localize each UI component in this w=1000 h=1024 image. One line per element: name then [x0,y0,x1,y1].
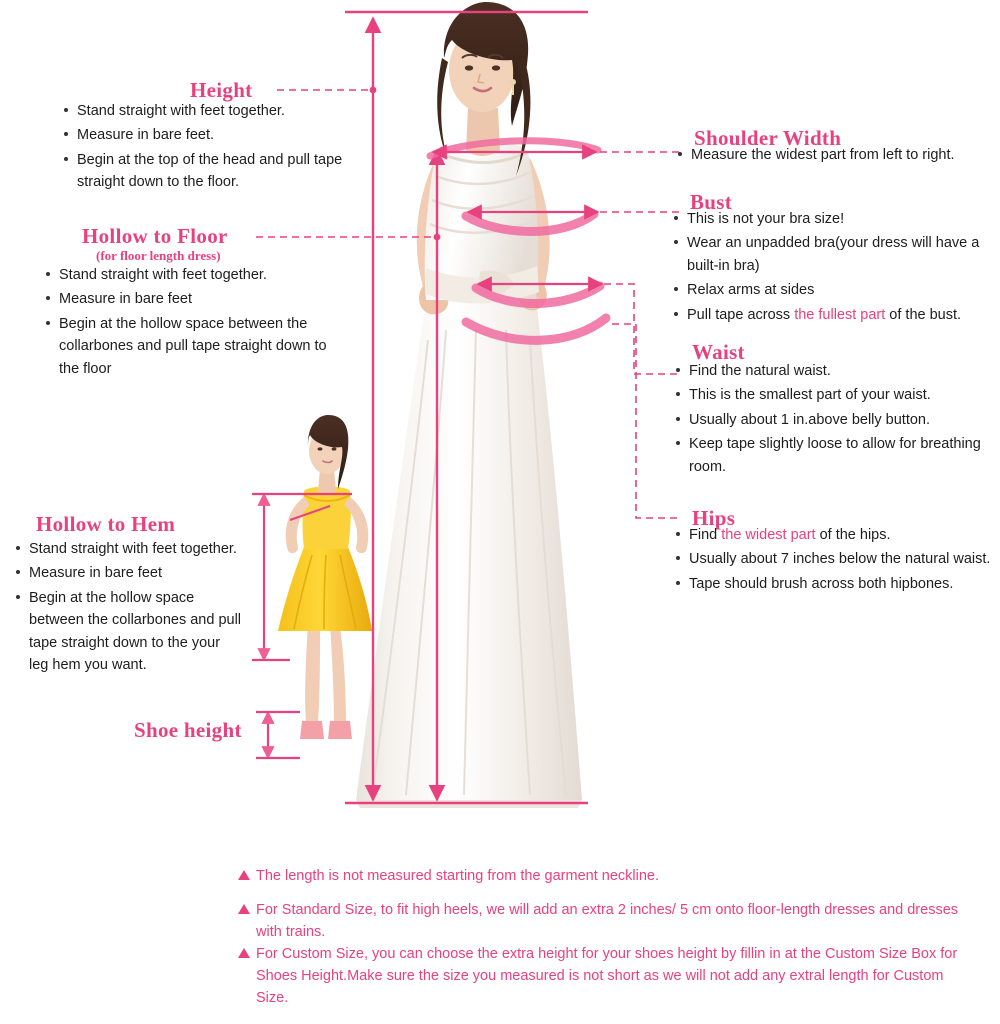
footnote-3-text: For Custom Size, you can choose the extra height for your shoes height by fillin in at the Custom Size Box for Shoes Height.Make sure the size you measured is not short as we will not add any extral length for Custom Size. [256,946,958,1006]
hollow-to-floor-heading: Hollow to Floor [82,224,228,248]
bust-bullet-2: Wear an unpadded bra(your dress will have a built-in bra) [672,232,998,277]
height-heading: Height [190,78,253,102]
hollow-to-hem-bullet-3: Begin at the hollow space between the collarbones and pull tape straight down to the your leg hem you want. [14,587,242,677]
height-bullets [62,100,362,196]
waist-bullet-3: Usually about 1 in.above belly button. [674,409,994,431]
shoulder-width-heading: Shoulder Width [694,126,842,150]
waist-bullet-4: Keep tape slightly loose to allow for breathing room. [674,433,994,478]
warning-triangle-icon [238,948,250,958]
hollow-to-floor-bullets [44,264,344,382]
height-bullet-3: Begin at the top of the head and pull tape straight down to the floor. [62,149,362,194]
shoulder-width-bullet-1: Measure the widest part from left to right. [676,144,996,166]
shoulder-width-bullets [676,144,996,168]
waist-bullet-2: This is the smallest part of your waist. [674,384,994,406]
hollow-to-floor-bullet-3: Begin at the hollow space between the collarbones and pull tape straight down to the floor [44,313,344,380]
hollow-to-hem-heading: Hollow to Hem [36,512,176,536]
warning-triangle-icon [238,870,250,880]
bust-bullet-3: Relax arms at sides [672,279,998,301]
footnote-1-text: The length is not measured starting from the garment neckline. [256,868,659,884]
hollow-to-hem-bullet-2: Measure in bare feet [14,562,242,584]
footnote-1 [238,866,978,888]
hips-heading: Hips [692,506,736,530]
shoe-height-heading: Shoe height [134,718,242,742]
hollow-to-floor-bullet-1: Stand straight with feet together. [44,264,344,286]
bust-bullet-4-highlight: the fullest part [794,306,886,323]
hips-bullet-1-highlight: the widest part [721,527,816,543]
bust-bullet-4-before: Pull tape across [687,306,795,323]
hips-bullets [674,524,994,597]
bust-bullets [672,208,998,328]
waist-bullets [674,360,994,480]
hollow-to-floor-subheading: (for floor length dress) [96,248,221,263]
footnote-3 [238,944,958,1009]
waist-heading: Waist [692,340,745,364]
hips-bullet-1 [674,524,994,546]
hollow-to-hem-bullet-1: Stand straight with feet together. [14,538,242,560]
hips-bullet-1-after: of the hips. [815,527,891,543]
hips-bullet-2: Usually about 7 inches below the natural waist. [674,548,994,570]
footnote-2-text: For Standard Size, to fit high heels, we will add an extra 2 inches/ 5 cm onto floor-length dresses and dresses with trains. [256,902,959,940]
hips-bullet-1-before: Find [689,527,722,543]
hollow-to-floor-bullet-2: Measure in bare feet [44,288,344,310]
footnote-2 [238,900,968,944]
hollow-to-hem-bullets [14,538,242,679]
bust-bullet-4-after: of the bust. [885,306,962,323]
bust-bullet-4 [672,304,998,326]
warning-triangle-icon [238,904,250,914]
waist-bullet-1: Find the natural waist. [674,360,994,382]
height-bullet-1: Stand straight with feet together. [62,100,362,122]
bust-bullet-1: This is not your bra size! [672,208,998,230]
height-bullet-2: Measure in bare feet. [62,124,362,146]
bust-heading: Bust [690,190,733,214]
hips-bullet-3: Tape should brush across both hipbones. [674,573,994,595]
